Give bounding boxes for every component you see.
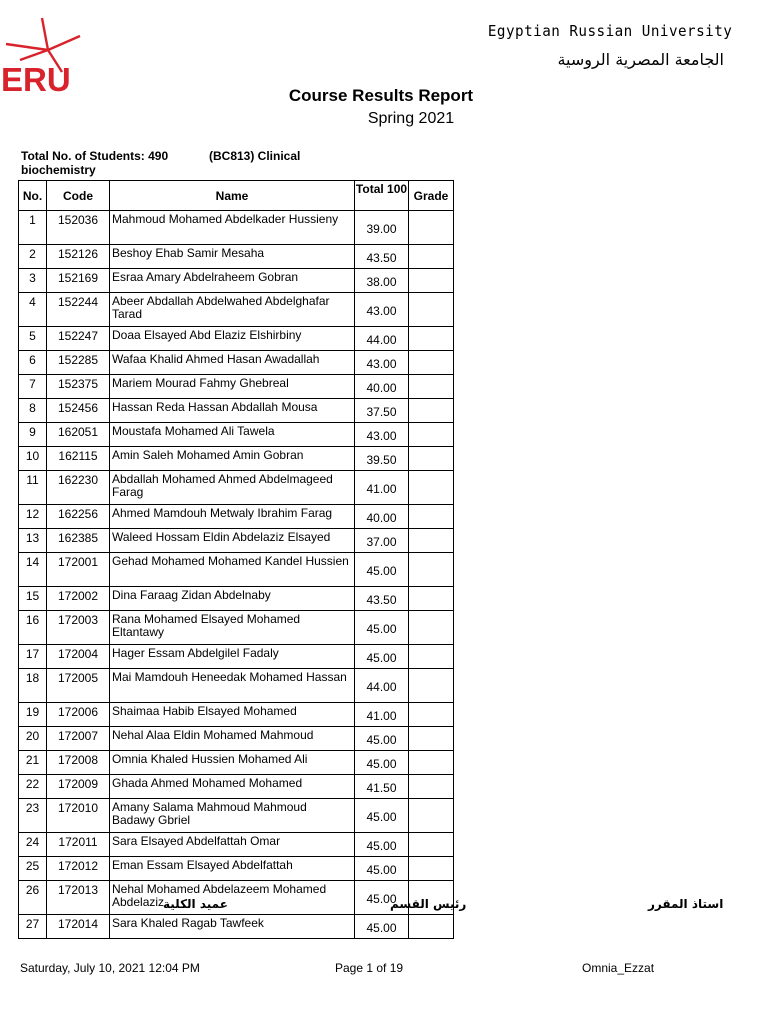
cell-code: 172005 xyxy=(47,669,110,703)
table-row xyxy=(19,505,454,529)
report-term: Spring 2021 xyxy=(367,110,455,127)
cell-code: 152169 xyxy=(47,269,110,293)
cell-name: Rana Mohamed Elsayed Mohamed Eltantawy xyxy=(110,611,355,645)
cell-name: Mahmoud Mohamed Abdelkader Hussieny xyxy=(110,211,355,245)
cell-total: 37.00 xyxy=(355,529,409,553)
cell-name: Beshoy Ehab Samir Mesaha xyxy=(110,245,355,269)
cell-grade xyxy=(409,327,454,351)
cell-no: 13 xyxy=(19,529,47,553)
cell-grade xyxy=(409,447,454,471)
cell-name: Sara Elsayed Abdelfattah Omar xyxy=(110,833,355,857)
cell-name: Wafaa Khalid Ahmed Hasan Awadallah xyxy=(110,351,355,375)
table-header-row xyxy=(19,181,454,211)
table-row xyxy=(19,775,454,799)
cell-total: 40.00 xyxy=(355,505,409,529)
cell-grade xyxy=(409,375,454,399)
table-row xyxy=(19,703,454,727)
cell-name: Shaimaa Habib Elsayed Mohamed xyxy=(110,703,355,727)
cell-total: 44.00 xyxy=(355,669,409,703)
cell-grade xyxy=(409,799,454,833)
table-row xyxy=(19,799,454,833)
cell-total: 43.00 xyxy=(355,293,409,327)
table-row xyxy=(19,727,454,751)
col-code: Code xyxy=(47,181,110,211)
cell-name: Doaa Elsayed Abd Elaziz Elshirbiny xyxy=(110,327,355,351)
cell-total: 41.00 xyxy=(355,471,409,505)
dean-signature-label: عميد الكلية xyxy=(163,897,228,911)
cell-grade xyxy=(409,245,454,269)
cell-grade xyxy=(409,645,454,669)
cell-no: 2 xyxy=(19,245,47,269)
cell-no: 4 xyxy=(19,293,47,327)
cell-total: 39.00 xyxy=(355,211,409,245)
cell-name: Ghada Ahmed Mohamed Mohamed xyxy=(110,775,355,799)
cell-grade xyxy=(409,293,454,327)
cell-grade xyxy=(409,505,454,529)
cell-code: 172011 xyxy=(47,833,110,857)
cell-code: 162230 xyxy=(47,471,110,505)
cell-total: 45.00 xyxy=(355,881,409,915)
cell-name: Waleed Hossam Eldin Abdelaziz Elsayed xyxy=(110,529,355,553)
cell-no: 23 xyxy=(19,799,47,833)
cell-name: Hassan Reda Hassan Abdallah Mousa xyxy=(110,399,355,423)
table-body xyxy=(19,211,454,939)
cell-total: 41.00 xyxy=(355,703,409,727)
cell-name: Hager Essam Abdelgilel Fadaly xyxy=(110,645,355,669)
table-row xyxy=(19,375,454,399)
cell-code: 162115 xyxy=(47,447,110,471)
cell-code: 162256 xyxy=(47,505,110,529)
cell-no: 7 xyxy=(19,375,47,399)
cell-no: 24 xyxy=(19,833,47,857)
cell-no: 26 xyxy=(19,881,47,915)
cell-code: 172013 xyxy=(47,881,110,915)
table-row xyxy=(19,351,454,375)
cell-total: 37.50 xyxy=(355,399,409,423)
cell-no: 5 xyxy=(19,327,47,351)
cell-no: 6 xyxy=(19,351,47,375)
cell-name: Gehad Mohamed Mohamed Kandel Hussien xyxy=(110,553,355,587)
cell-code: 152036 xyxy=(47,211,110,245)
footer-page: Page 1 of 19 xyxy=(335,961,404,975)
cell-name: Omnia Khaled Hussien Mohamed Ali xyxy=(110,751,355,775)
cell-code: 172014 xyxy=(47,915,110,939)
cell-no: 14 xyxy=(19,553,47,587)
cell-code: 172002 xyxy=(47,587,110,611)
cell-name: Abeer Abdallah Abdelwahed Abdelghafar Tarad xyxy=(110,293,355,327)
cell-no: 3 xyxy=(19,269,47,293)
cell-no: 8 xyxy=(19,399,47,423)
cell-code: 162385 xyxy=(47,529,110,553)
cell-total: 43.00 xyxy=(355,351,409,375)
cell-grade xyxy=(409,611,454,645)
table-row xyxy=(19,423,454,447)
cell-code: 172009 xyxy=(47,775,110,799)
cell-total: 45.00 xyxy=(355,645,409,669)
table-row xyxy=(19,611,454,645)
cell-no: 27 xyxy=(19,915,47,939)
cell-name: Mariem Mourad Fahmy Ghebreal xyxy=(110,375,355,399)
cell-total: 40.00 xyxy=(355,375,409,399)
table-row xyxy=(19,471,454,505)
report-title: Course Results Report xyxy=(288,86,474,105)
table-row xyxy=(19,399,454,423)
table-row xyxy=(19,645,454,669)
cell-name: Moustafa Mohamed Ali Tawela xyxy=(110,423,355,447)
table-row xyxy=(19,327,454,351)
cell-grade xyxy=(409,727,454,751)
course-name: (BC813) Clinical xyxy=(209,149,301,163)
cell-name: Nehal Alaa Eldin Mohamed Mahmoud xyxy=(110,727,355,751)
cell-code: 172007 xyxy=(47,727,110,751)
cell-name: Ahmed Mamdouh Metwaly Ibrahim Farag xyxy=(110,505,355,529)
cell-no: 18 xyxy=(19,669,47,703)
cell-total: 38.00 xyxy=(355,269,409,293)
cell-total: 41.50 xyxy=(355,775,409,799)
col-total: Total 100 xyxy=(355,181,409,211)
department-head-signature-label: رئيس القسم xyxy=(390,897,467,911)
cell-grade xyxy=(409,587,454,611)
table-row xyxy=(19,915,454,939)
cell-grade xyxy=(409,553,454,587)
table-row xyxy=(19,447,454,471)
cell-code: 152285 xyxy=(47,351,110,375)
cell-no: 20 xyxy=(19,727,47,751)
cell-total: 45.00 xyxy=(355,611,409,645)
table-row xyxy=(19,751,454,775)
cell-code: 172006 xyxy=(47,703,110,727)
cell-total: 45.00 xyxy=(355,857,409,881)
cell-total: 45.00 xyxy=(355,915,409,939)
cell-total: 43.00 xyxy=(355,423,409,447)
cell-code: 152456 xyxy=(47,399,110,423)
table-row xyxy=(19,293,454,327)
cell-name: Eman Essam Elsayed Abdelfattah xyxy=(110,857,355,881)
cell-no: 21 xyxy=(19,751,47,775)
table-row xyxy=(19,881,454,915)
footer-user: Omnia_Ezzat xyxy=(582,961,655,975)
cell-grade xyxy=(409,399,454,423)
cell-name: Dina Faraag Zidan Abdelnaby xyxy=(110,587,355,611)
total-students: Total No. of Students: 490 biochemistry xyxy=(21,149,169,177)
cell-name: Sara Khaled Ragab Tawfeek xyxy=(110,915,355,939)
cell-total: 45.00 xyxy=(355,727,409,751)
cell-grade xyxy=(409,775,454,799)
cell-grade xyxy=(409,211,454,245)
cell-name: Mai Mamdouh Heneedak Mohamed Hassan xyxy=(110,669,355,703)
cell-grade xyxy=(409,669,454,703)
cell-total: 43.50 xyxy=(355,587,409,611)
cell-code: 172010 xyxy=(47,799,110,833)
cell-total: 45.00 xyxy=(355,799,409,833)
table-row xyxy=(19,269,454,293)
cell-grade xyxy=(409,471,454,505)
cell-grade xyxy=(409,351,454,375)
cell-no: 19 xyxy=(19,703,47,727)
cell-total: 45.00 xyxy=(355,553,409,587)
table-row xyxy=(19,211,454,245)
cell-no: 17 xyxy=(19,645,47,669)
cell-name: Abdallah Mohamed Ahmed Abdelmageed Farag xyxy=(110,471,355,505)
professor-signature-label: استاذ المقرر xyxy=(648,897,724,911)
cell-no: 22 xyxy=(19,775,47,799)
cell-grade xyxy=(409,703,454,727)
cell-name: Amin Saleh Mohamed Amin Gobran xyxy=(110,447,355,471)
cell-no: 16 xyxy=(19,611,47,645)
university-name-en: Egyptian Russian University xyxy=(487,22,732,40)
cell-code: 172001 xyxy=(47,553,110,587)
cell-code: 162051 xyxy=(47,423,110,447)
logo-text: ERU xyxy=(1,61,71,94)
cell-code: 172008 xyxy=(47,751,110,775)
cell-grade xyxy=(409,915,454,939)
cell-no: 1 xyxy=(19,211,47,245)
footer-date: Saturday, July 10, 2021 12:04 PM xyxy=(20,961,200,975)
table-row xyxy=(19,857,454,881)
cell-total: 39.50 xyxy=(355,447,409,471)
cell-name: Amany Salama Mahmoud Mahmoud Badawy Gbriel xyxy=(110,799,355,833)
cell-no: 25 xyxy=(19,857,47,881)
cell-code: 172012 xyxy=(47,857,110,881)
cell-grade xyxy=(409,751,454,775)
cell-total: 45.00 xyxy=(355,751,409,775)
cell-code: 152126 xyxy=(47,245,110,269)
cell-grade xyxy=(409,269,454,293)
cell-code: 152244 xyxy=(47,293,110,327)
cell-code: 152375 xyxy=(47,375,110,399)
table-row xyxy=(19,529,454,553)
eru-logo xyxy=(0,14,84,94)
table-row xyxy=(19,669,454,703)
col-no: No. xyxy=(19,181,47,211)
cell-name: Esraa Amary Abdelraheem Gobran xyxy=(110,269,355,293)
cell-name: Nehal Mohamed Abdelazeem Mohamed Abdelaziz xyxy=(110,881,355,915)
cell-code: 172004 xyxy=(47,645,110,669)
cell-grade xyxy=(409,529,454,553)
cell-no: 11 xyxy=(19,471,47,505)
cell-grade xyxy=(409,857,454,881)
cell-no: 12 xyxy=(19,505,47,529)
results-table xyxy=(18,180,454,939)
cell-no: 10 xyxy=(19,447,47,471)
cell-total: 43.50 xyxy=(355,245,409,269)
col-grade: Grade xyxy=(409,181,454,211)
table-row xyxy=(19,553,454,587)
university-name-ar: الجامعة المصرية الروسية xyxy=(557,50,724,69)
cell-grade xyxy=(409,833,454,857)
cell-no: 15 xyxy=(19,587,47,611)
table-row xyxy=(19,833,454,857)
table-row xyxy=(19,245,454,269)
cell-code: 152247 xyxy=(47,327,110,351)
col-name: Name xyxy=(110,181,355,211)
cell-total: 44.00 xyxy=(355,327,409,351)
cell-code: 172003 xyxy=(47,611,110,645)
cell-no: 9 xyxy=(19,423,47,447)
table-row xyxy=(19,587,454,611)
cell-grade xyxy=(409,423,454,447)
cell-total: 45.00 xyxy=(355,833,409,857)
